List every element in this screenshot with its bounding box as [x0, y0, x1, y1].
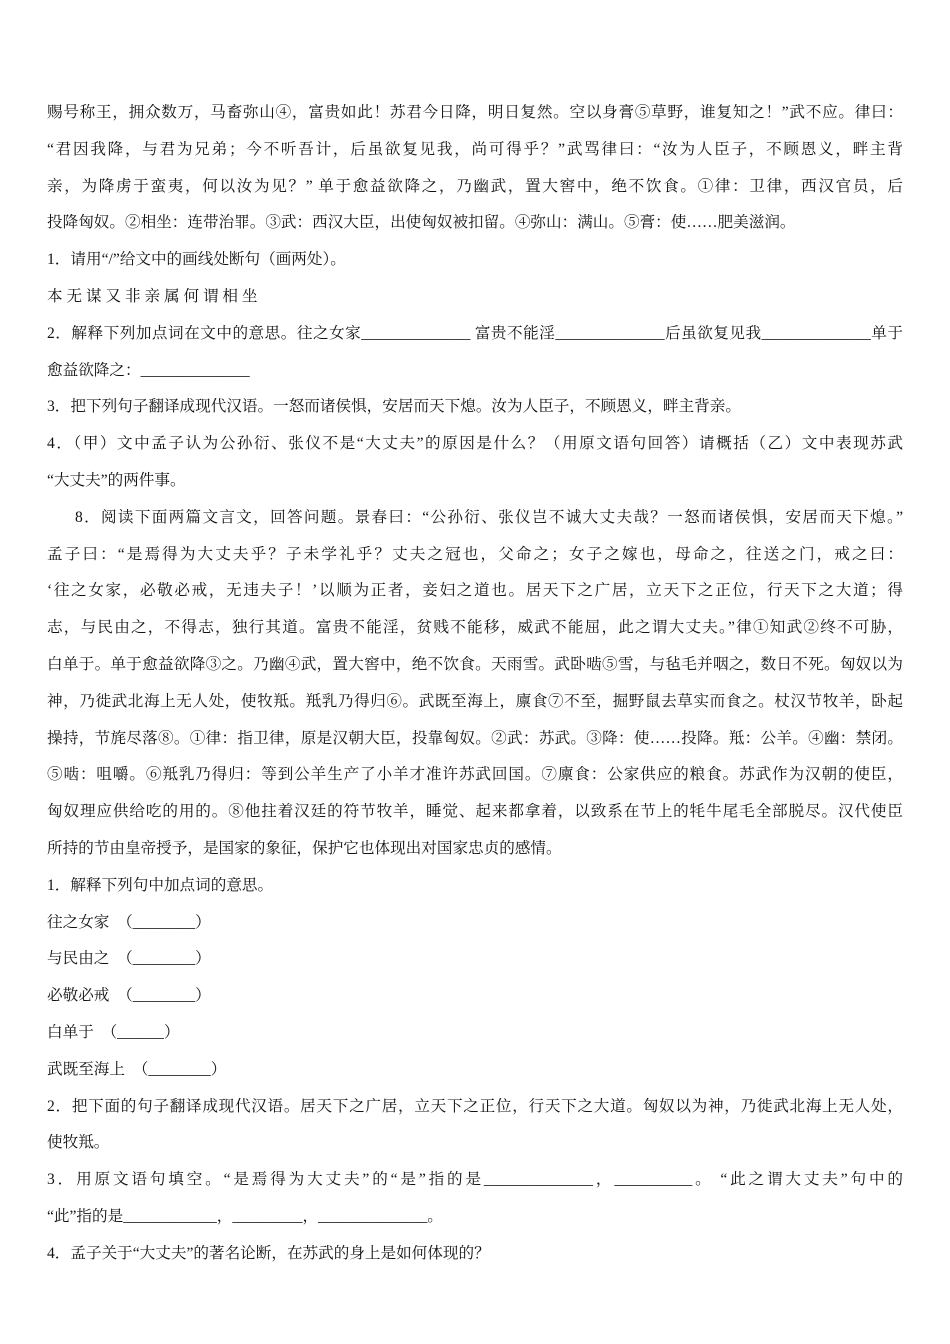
answer-blank-line: 必敬必戒 （________） [47, 987, 211, 1005]
question-line: 2．解释下列加点词在文中的意思。往之女家______________ 富贵不能淫______________后虽欲复见我______________单于 [47, 324, 903, 342]
answer-blank-line: 白单于 （______） [47, 1023, 180, 1041]
question-line: “大丈夫”的两件事。 [47, 471, 186, 489]
question-line: 使牧羝。 [47, 1134, 110, 1152]
question-line: “此”指的是____________，_________，______________。 [47, 1207, 443, 1225]
answer-blank-line: 武既至海上 （________） [47, 1060, 227, 1078]
question-line: 4．孟子关于“大丈夫”的著名论断，在苏武的身上是如何体现的？ [47, 1244, 490, 1262]
passage-line: 白单于。单于愈益欲降③之。乃幽④武，置大窖中，绝不饮食。天雨雪。武卧啮⑤雪，与毡毛并咽之，数日不死。匈奴以为 [47, 655, 903, 673]
sentence-segmentation-line: 本 无 谋 又 非 亲 属 何 谓 相 坐 [47, 287, 258, 305]
question-line: 愈益欲降之：______________ [47, 361, 250, 379]
passage-line: 所持的节由皇帝授予，是国家的象征，保护它也体现出对国家忠贞的感情。 [47, 839, 562, 857]
passage-line: 神，乃徙武北海上无人处，使牧羝。羝乳乃得归⑥。武既至海上，廪食⑦不至，掘野鼠去草实而食之。杖汉节牧羊，卧起 [47, 692, 903, 710]
question-line: 2．把下面的句子翻译成现代汉语。居天下之广居，立天下之正位，行天下之大道。匈奴以为神，乃徙武北海上无人处， [47, 1097, 903, 1115]
passage-line: ‘往之女家，必敬必戒，无违夫子！’以顺为正者，妾妇之道也。居天下之广居，立天下之正位，行天下之大道；得 [47, 582, 903, 600]
question-line: 3．把下列句子翻译成现代汉语。一怒而诸侯惧，安居而天下熄。汝为人臣子，不顾恩义，畔主背亲。 [47, 398, 741, 416]
passage-line: 8．阅读下面两篇文言文，回答问题。景春曰：“公孙衍、张仪岂不诚大丈夫哉？一怒而诸侯惧，安居而天下熄。” [75, 508, 903, 526]
passage-line: 操持，节旄尽落⑧。①律：指卫律，原是汉朝大臣，投靠匈奴。②武：苏武。③降：使……投降。羝：公羊。④幽：禁闭。 [47, 729, 903, 747]
answer-blank-line: 与民由之 （________） [47, 950, 211, 968]
question-line: 3．用原文语句填空。“是焉得为大丈夫”的“是”指的是______________，__________。 “此之谓大丈夫”句中的 [47, 1171, 903, 1189]
question-line: 4．（甲）文中孟子认为公孙衍、张仪不是“大丈夫”的原因是什么？（用原文语句回答）请概括（乙）文中表现苏武 [47, 435, 903, 453]
passage-line: 志，与民由之，不得志，独行其道。富贵不能淫，贫贱不能移，威武不能屈，此之谓大丈夫。”律①知武②终不可胁， [47, 619, 903, 637]
passage-line: 孟子曰：“是焉得为大丈夫乎？子未学礼乎？丈夫之冠也，父命之；女子之嫁也，母命之，往送之门，戒之曰： [47, 545, 903, 563]
passage-line: 匈奴理应供给吃的用的。⑧他拄着汉廷的符节牧羊，睡觉、起来都拿着，以致系在节上的牦牛尾毛全部脱尽。汉代使臣 [47, 803, 903, 821]
document-line: 亲，为降虏于蛮夷，何以汝为见？” 单于愈益欲降之，乃幽武，置大窖中，绝不饮食。①律：卫律，西汉官员，后 [47, 177, 903, 195]
question-line: 1．请用“/”给文中的画线处断句（画两处）。 [47, 251, 346, 269]
question-line: 1．解释下列句中加点词的意思。 [47, 876, 274, 894]
answer-blank-line: 往之女家 （________） [47, 913, 211, 931]
passage-line: ⑤啮：咀嚼。⑥羝乳乃得归：等到公羊生产了小羊才准许苏武回国。⑦廪食：公家供应的粮食。苏武作为汉朝的使臣， [47, 766, 903, 784]
document-line: “君因我降，与君为兄弟；今不听吾计，后虽欲复见我，尚可得乎？”武骂律曰：“汝为人臣子，不顾恩义，畔主背 [47, 140, 903, 158]
document-line: 赐号称王，拥众数万，马畜弥山④，富贵如此！苏君今日降，明日复然。空以身膏⑤草野，谁复知之！”武不应。律曰： [47, 104, 903, 121]
document-line: 投降匈奴。②相坐：连带治罪。③武：西汉大臣，出使匈奴被扣留。④弥山：满山。⑤膏：使……肥美滋润。 [47, 214, 796, 232]
